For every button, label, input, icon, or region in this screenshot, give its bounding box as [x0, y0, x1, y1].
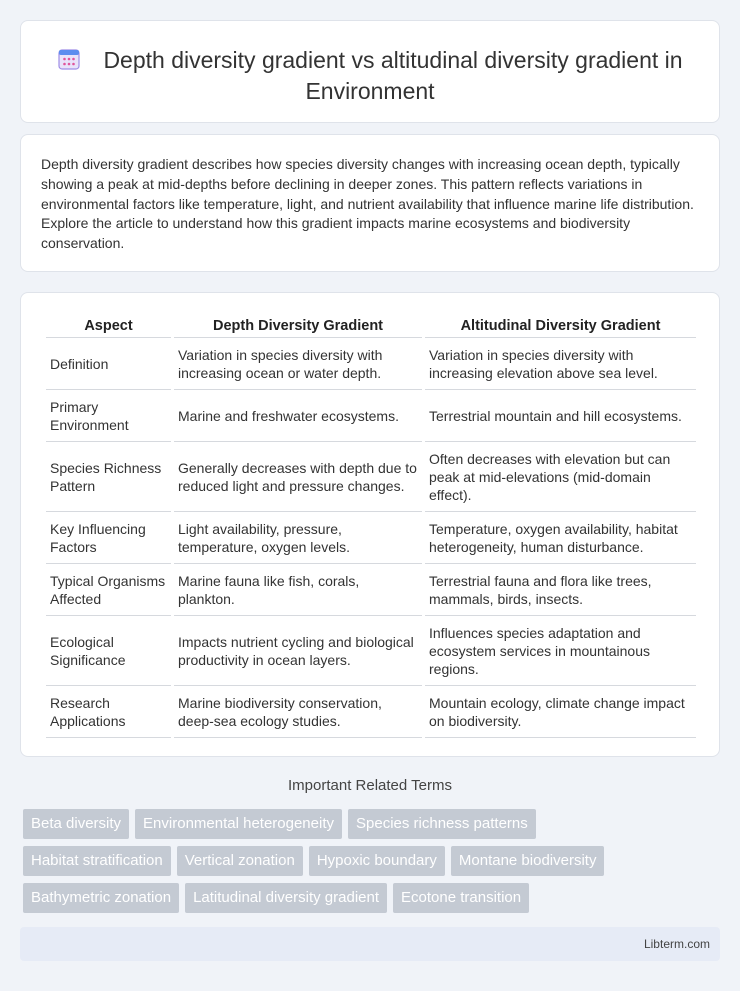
comparison-card [20, 292, 720, 757]
header-altitudinal: Altitudinal Diversity Gradient [425, 314, 696, 338]
row-depth-value: Generally decreases with depth due to reduced light and pressure changes. [174, 442, 422, 512]
row-altitudinal-value: Temperature, oxygen availability, habitat heterogeneity, human disturbance. [425, 512, 696, 564]
row-altitudinal-value: Terrestrial mountain and hill ecosystems. [425, 390, 696, 442]
title-card [20, 20, 720, 123]
tag-latitudinal-diversity-gradient[interactable]: Latitudinal diversity gradient [185, 883, 387, 913]
tag-bathymetric-zonation[interactable]: Bathymetric zonation [23, 883, 179, 913]
table-row [46, 442, 696, 512]
row-depth-value: Light availability, pressure, temperature, oxygen levels. [174, 512, 422, 564]
row-altitudinal-value: Mountain ecology, climate change impact on biodiversity. [425, 686, 696, 738]
tag-habitat-stratification[interactable]: Habitat stratification [23, 846, 171, 876]
tag-montane-biodiversity[interactable]: Montane biodiversity [451, 846, 605, 876]
tag-row [23, 883, 703, 913]
row-aspect: Definition [46, 338, 171, 390]
table-header-row [46, 314, 696, 338]
intro-paragraph: Depth diversity gradient describes how species diversity changes with increasing ocean depth, typically showing a peak at mid-depths before declining in deeper zones. This pattern reflects variations in environmental factors like temperature, light, and nutrient availability that influence marine life distribution. Explore the article to understand how this gradient impacts marine ecosystems and biodiversity conservation. [41, 156, 694, 252]
row-depth-value: Marine biodiversity conservation, deep-sea ecology studies. [174, 686, 422, 738]
page-title-wrap [21, 45, 719, 107]
header-aspect: Aspect [46, 314, 171, 338]
row-altitudinal-value: Influences species adaptation and ecosystem services in mountainous regions. [425, 616, 696, 686]
row-aspect: Species Richness Pattern [46, 442, 171, 512]
row-altitudinal-value: Terrestrial fauna and flora like trees, mammals, birds, insects. [425, 564, 696, 616]
row-depth-value: Marine and freshwater ecosystems. [174, 390, 422, 442]
row-aspect: Typical Organisms Affected [46, 564, 171, 616]
header-depth: Depth Diversity Gradient [174, 314, 422, 338]
table-row [46, 512, 696, 564]
table-row [46, 616, 696, 686]
tag-ecotone-transition[interactable]: Ecotone transition [393, 883, 529, 913]
row-altitudinal-value: Often decreases with elevation but can peak at mid-elevations (mid-domain effect). [425, 442, 696, 512]
tag-row [23, 846, 703, 876]
row-aspect: Primary Environment [46, 390, 171, 442]
footer [20, 927, 720, 961]
table-row [46, 338, 696, 390]
footer-site-link[interactable]: Libterm.com [643, 937, 710, 951]
row-depth-value: Variation in species diversity with increasing ocean or water depth. [174, 338, 422, 390]
related-terms-title: Important Related Terms [288, 777, 452, 794]
tag-environmental-heterogeneity[interactable]: Environmental heterogeneity [135, 809, 342, 839]
row-aspect: Research Applications [46, 686, 171, 738]
row-aspect: Key Influencing Factors [46, 512, 171, 564]
comparison-table [43, 314, 699, 738]
tag-species-richness-patterns[interactable]: Species richness patterns [348, 809, 536, 839]
table-row [46, 390, 696, 442]
tag-beta-diversity[interactable]: Beta diversity [23, 809, 129, 839]
page-title: Depth diversity gradient vs altitudinal diversity gradient in Environment [103, 47, 683, 104]
related-terms-list [23, 809, 703, 920]
table-row [46, 686, 696, 738]
intro-card [20, 134, 720, 272]
row-altitudinal-value: Variation in species diversity with increasing elevation above sea level. [425, 338, 696, 390]
table-row [46, 564, 696, 616]
tag-row [23, 809, 703, 839]
tag-vertical-zonation[interactable]: Vertical zonation [177, 846, 303, 876]
row-depth-value: Impacts nutrient cycling and biological productivity in ocean layers. [174, 616, 422, 686]
tag-hypoxic-boundary[interactable]: Hypoxic boundary [309, 846, 445, 876]
row-aspect: Ecological Significance [46, 616, 171, 686]
calendar-grid-icon [57, 47, 81, 71]
row-depth-value: Marine fauna like fish, corals, plankton. [174, 564, 422, 616]
